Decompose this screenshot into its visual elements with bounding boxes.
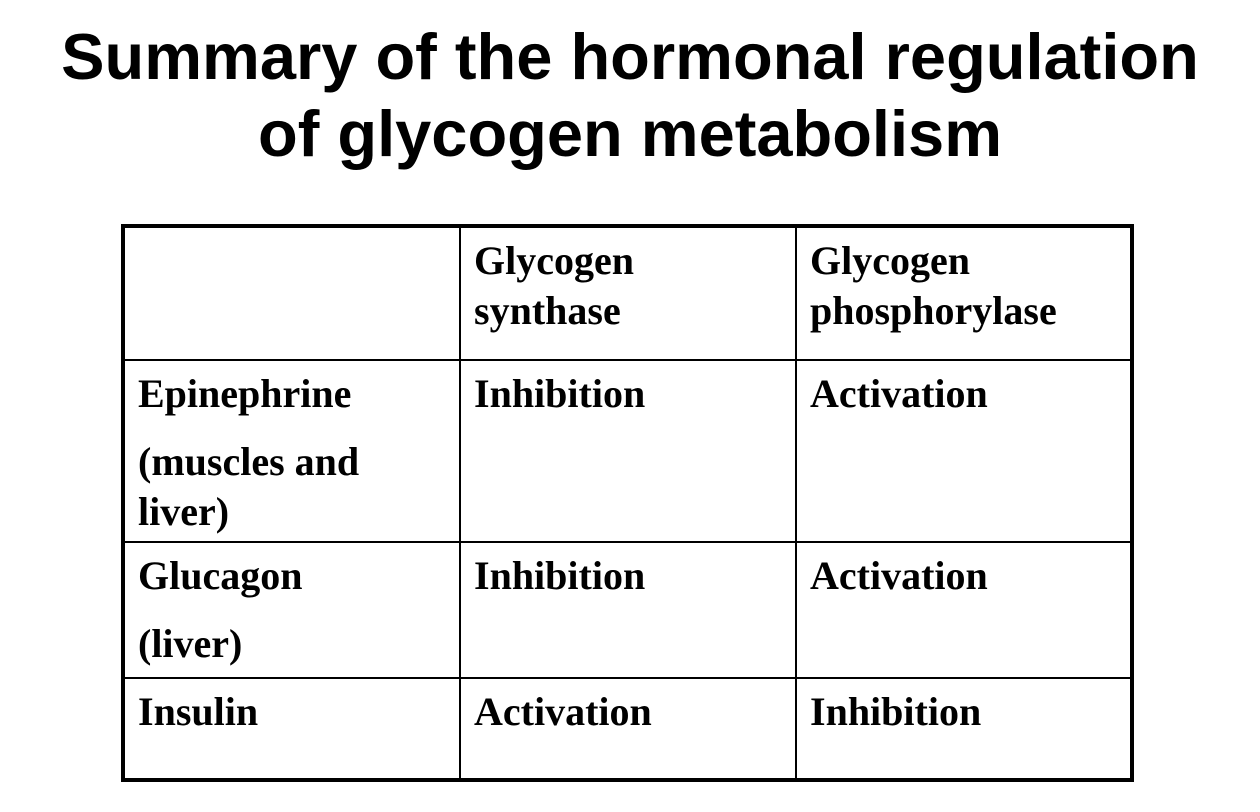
phosphorylase-effect-cell	[796, 542, 1132, 678]
hormone-name: Epinephrine	[138, 371, 352, 416]
phosphorylase-effect-cell	[796, 360, 1132, 542]
slide-title-line-1: Summary of the hormonal regulation	[61, 20, 1199, 93]
table-row-epinephrine	[123, 360, 1132, 542]
phosphorylase-effect: Activation	[810, 553, 988, 598]
hormone-name: Insulin	[138, 689, 259, 734]
table-header-row	[123, 226, 1132, 360]
col-header-empty	[123, 226, 460, 360]
col-header-glycogen-synthase: Glycogen synthase	[460, 226, 796, 360]
col-header-glycogen-phosphorylase: Glycogen phosphorylase	[796, 226, 1132, 360]
slide-title-line-2: of glycogen metabolism	[257, 97, 1002, 170]
table-row-glucagon	[123, 542, 1132, 678]
hormone-location: (muscles and liver)	[138, 439, 360, 534]
synthase-effect: Activation	[474, 689, 652, 734]
hormone-cell	[123, 678, 460, 780]
hormone-location: (liver)	[138, 621, 243, 666]
synthase-effect: Inhibition	[474, 371, 646, 416]
synthase-effect-cell	[460, 542, 796, 678]
table-row-insulin	[123, 678, 1132, 780]
hormone-name: Glucagon	[138, 553, 303, 598]
hormone-cell	[123, 360, 460, 542]
synthase-effect: Inhibition	[474, 553, 646, 598]
synthase-effect-cell	[460, 360, 796, 542]
hormonal-regulation-table	[121, 224, 1134, 782]
phosphorylase-effect-cell	[796, 678, 1132, 780]
phosphorylase-effect: Inhibition	[810, 689, 982, 734]
slide-title	[0, 18, 1260, 172]
synthase-effect-cell	[460, 678, 796, 780]
hormone-cell	[123, 542, 460, 678]
phosphorylase-effect: Activation	[810, 371, 988, 416]
